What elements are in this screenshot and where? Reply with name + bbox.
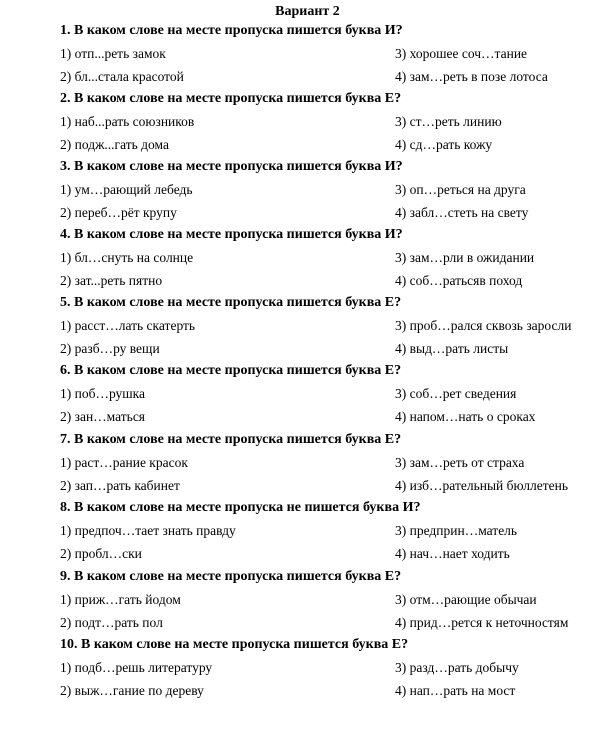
option-1: 1) наб...рать союзников bbox=[60, 114, 195, 129]
option-2: 2) зап…рать кабинет bbox=[60, 478, 180, 493]
option-2: 2) выж…гание по дереву bbox=[60, 683, 204, 698]
page-title: Вариант 2 bbox=[275, 4, 340, 19]
question-heading: 6. В каком слове на месте пропуска пишется буква Е? bbox=[60, 363, 402, 378]
question-10 bbox=[0, 636, 615, 704]
question-5 bbox=[0, 294, 615, 362]
option-3: 3) отм…рающие обычаи bbox=[395, 592, 537, 607]
option-2: 2) пробл…ски bbox=[60, 546, 142, 561]
option-2: 2) подж...гать дома bbox=[60, 137, 169, 152]
question-7 bbox=[0, 431, 615, 499]
option-3: 3) соб…рет сведения bbox=[395, 386, 517, 401]
option-4: 4) изб…рательный бюллетень bbox=[395, 478, 568, 493]
option-1: 1) приж…гать йодом bbox=[60, 592, 181, 607]
question-heading: 2. В каком слове на месте пропуска пишется буква Е? bbox=[60, 91, 402, 106]
option-4: 4) выд…рать листы bbox=[395, 341, 509, 356]
option-2: 2) разб…ру вещи bbox=[60, 341, 160, 356]
option-4: 4) прид…рется к неточностям bbox=[395, 615, 569, 630]
option-4: 4) напом…нать о сроках bbox=[395, 409, 536, 424]
question-2 bbox=[0, 90, 615, 158]
option-3: 3) ст…реть линию bbox=[395, 114, 502, 129]
option-4: 4) сд…рать кожу bbox=[395, 137, 493, 152]
question-8 bbox=[0, 499, 615, 567]
option-2: 2) бл...стала красотой bbox=[60, 69, 184, 84]
option-2: 2) переб…рёт крупу bbox=[60, 205, 177, 220]
question-heading: 7. В каком слове на месте пропуска пишется буква Е? bbox=[60, 432, 402, 447]
question-heading: 4. В каком слове на месте пропуска пишется буква И? bbox=[60, 227, 403, 242]
option-4: 4) нач…нает ходить bbox=[395, 546, 510, 561]
option-1: 1) бл…снуть на солнце bbox=[60, 250, 194, 265]
option-1: 1) подб…решь литературу bbox=[60, 660, 213, 675]
question-heading: 8. В каком слове на месте пропуска не пишется буква И? bbox=[60, 500, 421, 515]
option-3: 3) зам…реть от страха bbox=[395, 455, 525, 470]
question-3 bbox=[0, 158, 615, 226]
question-1 bbox=[0, 22, 615, 90]
option-3: 3) проб…рался сквозь заросли bbox=[395, 318, 572, 333]
option-2: 2) зат...реть пятно bbox=[60, 273, 163, 288]
option-3: 3) зам…рли в ожидании bbox=[395, 250, 535, 265]
option-1: 1) отп...реть замок bbox=[60, 46, 166, 61]
option-4: 4) нап…рать на мост bbox=[395, 683, 516, 698]
option-2: 2) подт…рать пол bbox=[60, 615, 163, 630]
question-9 bbox=[0, 568, 615, 636]
option-3: 3) предприн…матель bbox=[395, 523, 518, 538]
option-1: 1) расст…лать скатерть bbox=[60, 318, 196, 333]
question-heading: 1. В каком слове на месте пропуска пишется буква И? bbox=[60, 23, 403, 38]
option-3: 3) разд…рать добычу bbox=[395, 660, 519, 675]
question-heading: 9. В каком слове на месте пропуска пишется буква Е? bbox=[60, 569, 402, 584]
option-1: 1) раст…рание красок bbox=[60, 455, 188, 470]
option-1: 1) поб…рушка bbox=[60, 386, 146, 401]
option-4: 4) соб…ратьсяв поход bbox=[395, 273, 523, 288]
option-1: 1) ум…рающий лебедь bbox=[60, 182, 193, 197]
option-3: 3) оп…реться на друга bbox=[395, 182, 526, 197]
option-4: 4) зам…реть в позе лотоса bbox=[395, 69, 548, 84]
option-4: 4) забл…стеть на свету bbox=[395, 205, 529, 220]
option-3: 3) хорошее соч…тание bbox=[395, 46, 528, 61]
question-6 bbox=[0, 362, 615, 430]
option-1: 1) предпоч…тает знать правду bbox=[60, 523, 236, 538]
question-heading: 3. В каком слове на месте пропуска пишется буква И? bbox=[60, 159, 403, 174]
question-heading: 10. В каком слове на месте пропуска пишется буква Е? bbox=[60, 637, 409, 652]
question-4 bbox=[0, 226, 615, 294]
question-heading: 5. В каком слове на месте пропуска пишется буква Е? bbox=[60, 295, 402, 310]
option-2: 2) зан…маться bbox=[60, 409, 146, 424]
